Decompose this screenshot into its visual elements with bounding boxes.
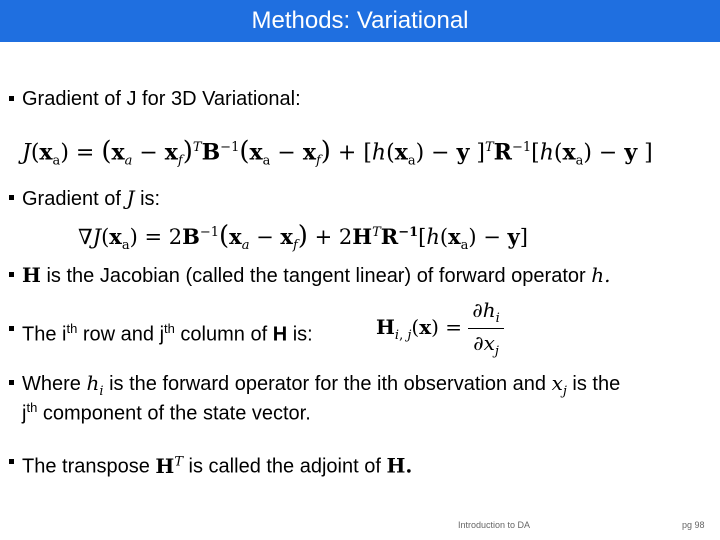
bullet3-text: is the Jacobian (called the tangent linear) of forward operator	[40, 265, 592, 287]
bullet4-h: H	[272, 323, 288, 346]
bullet-gradient-3dvar: Gradient of J for 3D Variational:	[22, 88, 301, 110]
gradient-equation: $\nabla J(x_a) = 2B^{-1}(x_a - x_f) + 2H^TR^{-1}[h(x_a) - y]$	[78, 221, 528, 254]
bullet6-text-a: The transpose	[22, 455, 156, 478]
bullet4-sup1: th	[66, 321, 78, 336]
bullet-marker	[9, 326, 14, 331]
bullet-marker	[9, 96, 14, 101]
bullet5-j: j	[22, 402, 27, 425]
bullet5-text-a: Where	[22, 373, 87, 395]
bullet-transpose: The transpose $H^T$ is called the adjoint of H.	[22, 453, 413, 478]
bullet2-text-end: is:	[134, 188, 161, 210]
bullet-marker	[9, 272, 14, 277]
bullet-where-line2	[22, 396, 311, 426]
bullet4-text-b: row and j	[77, 323, 165, 346]
bullet5-text-b: is the forward operator for the ith observation and	[103, 373, 552, 395]
bullet2-text: Gradient of	[22, 188, 127, 210]
bullet5-sup: th	[26, 400, 38, 415]
bullet-row-column	[22, 317, 313, 347]
bullet4-text-a: The i	[22, 323, 67, 346]
bullet2-var: J	[126, 186, 135, 210]
bullet4-sup2: th	[164, 321, 175, 336]
bullet5-text-c: is the	[566, 373, 621, 395]
bullet3-var: h.	[591, 263, 611, 287]
partial-fraction: $\frac{\partial h_i}{\partial x_j}$	[468, 298, 503, 359]
bullet-marker	[9, 380, 14, 385]
cost-function-equation: $J(x_a) = (x_a - x_f)^TB^{-1}(x_a - x_f) + [h(x_a) - y$ ]$^TR^{-1}[h(x_a) - y$ ]	[22, 136, 653, 169]
bullet-gradient-of-j	[22, 186, 160, 211]
bullet-where: Where $h_i$ is the forward operator for the ith observation and $x_j$ is the	[22, 371, 621, 399]
bullet6-text-b: is called the adjoint of	[183, 455, 387, 478]
bullet4-text-d: is:	[287, 323, 313, 346]
bullet4-text-c: column of	[174, 323, 273, 346]
jacobian-element-equation: $H_{i, j}(x)$ = $\frac{\partial h_i}{\partial x_j}$	[376, 298, 504, 359]
bullet5-line2: component of the state vector.	[37, 402, 311, 425]
bullet-marker	[9, 459, 14, 464]
bullet6-text-c: H.	[386, 453, 413, 478]
slide-title: Methods: Variational	[251, 7, 469, 34]
bullet-jacobian: H is the Jacobian (called the tangent linear) of forward operator h.	[22, 263, 611, 287]
footer-course: Introduction to DA	[458, 520, 531, 530]
bullet-marker	[9, 195, 14, 200]
footer-page-number: pg 98	[682, 520, 705, 530]
